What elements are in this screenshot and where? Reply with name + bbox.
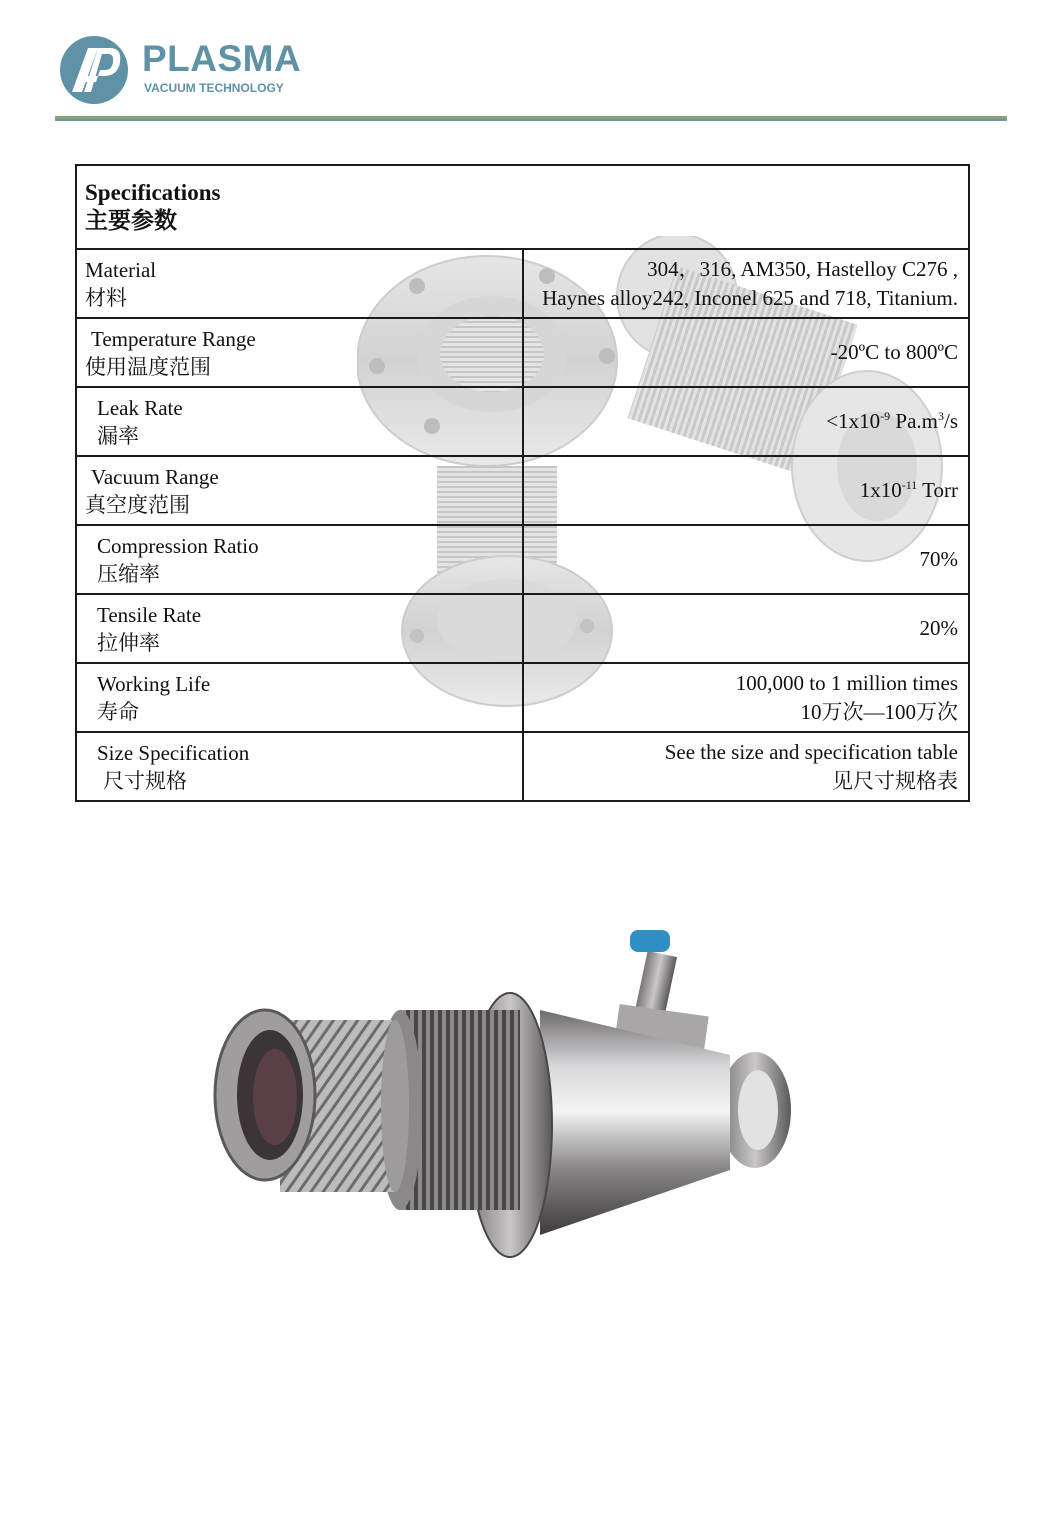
spec-label-zh: 拉伸率 [97, 630, 160, 655]
spec-label-en: Size Specification [97, 740, 250, 765]
spec-label [76, 456, 523, 525]
spec-value-line [524, 407, 959, 436]
spec-value-line: 10万次—100万次 [800, 699, 958, 724]
spec-value [523, 249, 970, 318]
spec-row-working-life [76, 663, 969, 732]
spec-label-en: Material [85, 257, 157, 282]
spec-label-zh: 尺寸规格 [103, 768, 187, 793]
spec-title-cell [76, 165, 969, 249]
vacuum-base: 1x10 [859, 478, 902, 502]
spec-value-line: Haynes alloy242, Inconel 625 and 718, Titanium. [542, 285, 958, 310]
spec-label [76, 732, 523, 801]
spec-value [523, 594, 970, 663]
spec-value [523, 318, 970, 387]
spec-row-temperature [76, 318, 969, 387]
spec-row-vacuum-range [76, 456, 969, 525]
spec-label [76, 594, 523, 663]
spec-grid [75, 164, 970, 802]
spec-value-line: 304，316, AM350, Hastelloy C276 , [647, 256, 958, 281]
spec-value [523, 387, 970, 456]
leak-rate-unit: Pa.m [890, 409, 938, 433]
spec-label [76, 525, 523, 594]
spec-row-leak-rate [76, 387, 969, 456]
spec-label-en: Vacuum Range [91, 464, 219, 489]
spec-row-material [76, 249, 969, 318]
spec-label-en: Leak Rate [97, 395, 183, 420]
spec-label-en: Working Life [97, 671, 211, 696]
spec-title-zh: 主要参数 [85, 208, 177, 233]
spec-value [523, 732, 970, 801]
vacuum-exponent: -11 [901, 478, 918, 492]
spec-label [76, 318, 523, 387]
spec-value-line: 100,000 to 1 million times [735, 670, 958, 695]
ap-logo-icon [58, 34, 130, 106]
header-divider-accent [55, 119, 1007, 121]
spec-label [76, 249, 523, 318]
spec-row-tensile [76, 594, 969, 663]
spec-value [523, 456, 970, 525]
leak-rate-unit-exponent: 3 [937, 409, 944, 423]
spec-value-line: See the size and specification table [664, 739, 958, 764]
spec-label-zh: 真空度范围 [85, 492, 190, 517]
spec-label-zh: 使用温度范围 [85, 354, 211, 379]
leak-rate-base: <1x10 [826, 409, 881, 433]
spec-label-en: Compression Ratio [97, 533, 259, 558]
leak-rate-exponent: -9 [880, 409, 891, 423]
vacuum-unit: Torr [917, 478, 958, 502]
spec-label [76, 663, 523, 732]
leak-rate-unit-tail: /s [943, 409, 958, 433]
brand-name: PLASMA [142, 38, 302, 79]
spec-label-zh: 漏率 [97, 423, 139, 448]
spec-value-line: 70% [919, 547, 958, 571]
spec-value-line: 见尺寸规格表 [832, 768, 958, 793]
spec-value [523, 525, 970, 594]
brand-logo [58, 34, 302, 106]
spec-value-line: 20% [919, 616, 958, 640]
specifications-table [75, 164, 970, 792]
spec-row-size [76, 732, 969, 801]
spec-value-line [524, 476, 959, 505]
spec-label [76, 387, 523, 456]
spec-label-zh: 材料 [85, 285, 127, 310]
spec-label-en: Tensile Rate [97, 602, 202, 627]
spec-value-line: -20ºC to 800ºC [830, 340, 958, 364]
spec-label-en: Temperature Range [91, 326, 256, 351]
bellows-assembly-photo [210, 915, 810, 1280]
spec-row-compression [76, 525, 969, 594]
spec-label-zh: 寿命 [97, 699, 139, 724]
spec-title: Specifications [85, 180, 221, 205]
spec-label-zh: 压缩率 [97, 561, 160, 586]
brand-subtitle: VACUUM TECHNOLOGY [144, 81, 284, 95]
spec-value [523, 663, 970, 732]
